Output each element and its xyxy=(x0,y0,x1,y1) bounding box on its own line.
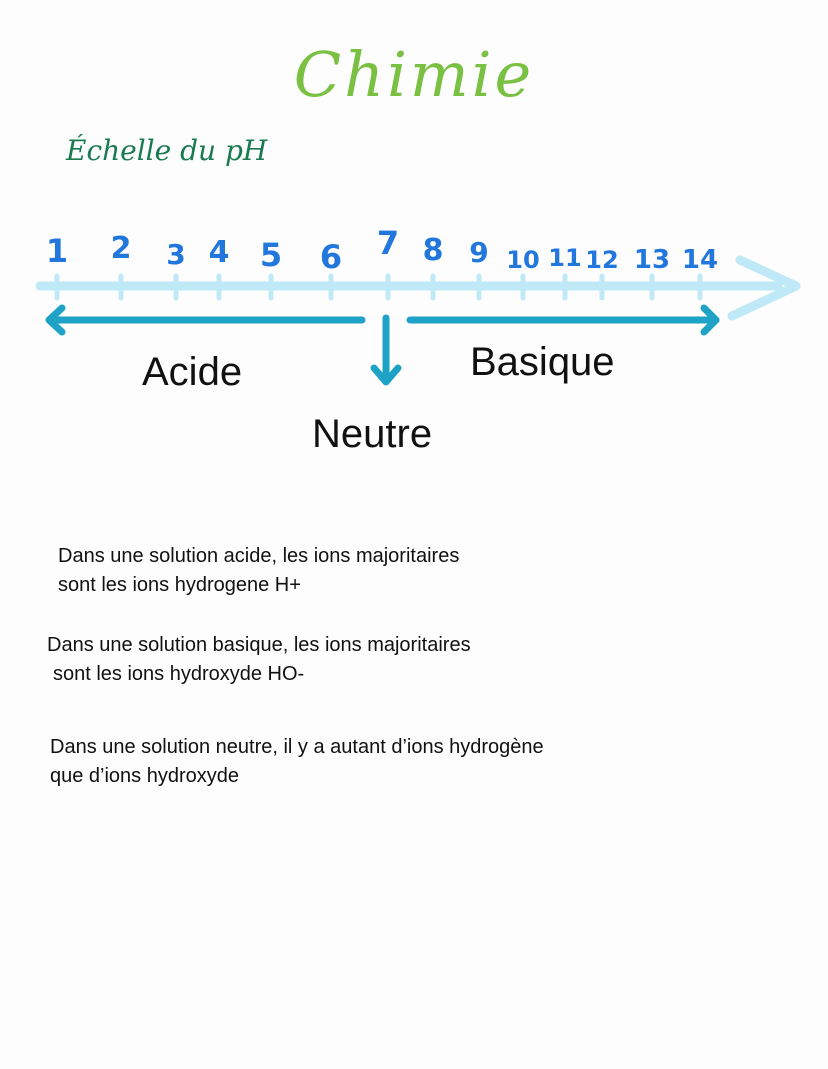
section-subtitle: Échelle du pH xyxy=(66,134,268,167)
basic-paragraph-line-1: Dans une solution basique, les ions majoritaires xyxy=(47,634,471,656)
ph-tick-label-11: 11 xyxy=(548,244,582,272)
neutral-paragraph-line-2: que d’ions hydroxyde xyxy=(50,765,240,787)
ph-tick-label-10: 10 xyxy=(506,246,540,274)
ph-tick-label-7: 7 xyxy=(376,224,400,262)
ph-tick-label-4: 4 xyxy=(208,235,230,270)
ph-tick-label-6: 6 xyxy=(319,238,343,276)
ph-tick-label-12: 12 xyxy=(585,246,619,274)
ph-scale-diagram xyxy=(0,200,828,400)
ph-tick-label-8: 8 xyxy=(422,233,444,268)
ph-tick-label-13: 13 xyxy=(633,245,671,275)
ph-tick-label-1: 1 xyxy=(45,232,69,270)
ph-tick-label-5: 5 xyxy=(259,236,283,274)
ph-tick-label-2: 2 xyxy=(110,231,132,266)
basic-paragraph xyxy=(47,631,471,689)
ph-tick-label-9: 9 xyxy=(469,236,489,269)
basic-label: Basique xyxy=(470,340,615,384)
neutral-label: Neutre xyxy=(312,412,433,456)
neutral-paragraph-line-1: Dans une solution neutre, il y a autant d’ions hydrogène xyxy=(50,736,544,758)
ph-tick-label-3: 3 xyxy=(166,238,186,271)
acid-label: Acide xyxy=(142,350,243,394)
acid-paragraph xyxy=(58,542,459,600)
ph-tick-labels xyxy=(46,224,718,276)
acid-paragraph-line-1: Dans une solution acide, les ions majoritaires xyxy=(58,545,460,567)
neutral-paragraph xyxy=(50,733,544,791)
page-title: Chimie xyxy=(293,38,535,111)
acid-paragraph-line-2: sont les ions hydrogene H+ xyxy=(58,574,301,596)
ph-tick-label-14: 14 xyxy=(681,245,719,275)
basic-paragraph-line-2: sont les ions hydroxyde HO- xyxy=(53,663,305,685)
